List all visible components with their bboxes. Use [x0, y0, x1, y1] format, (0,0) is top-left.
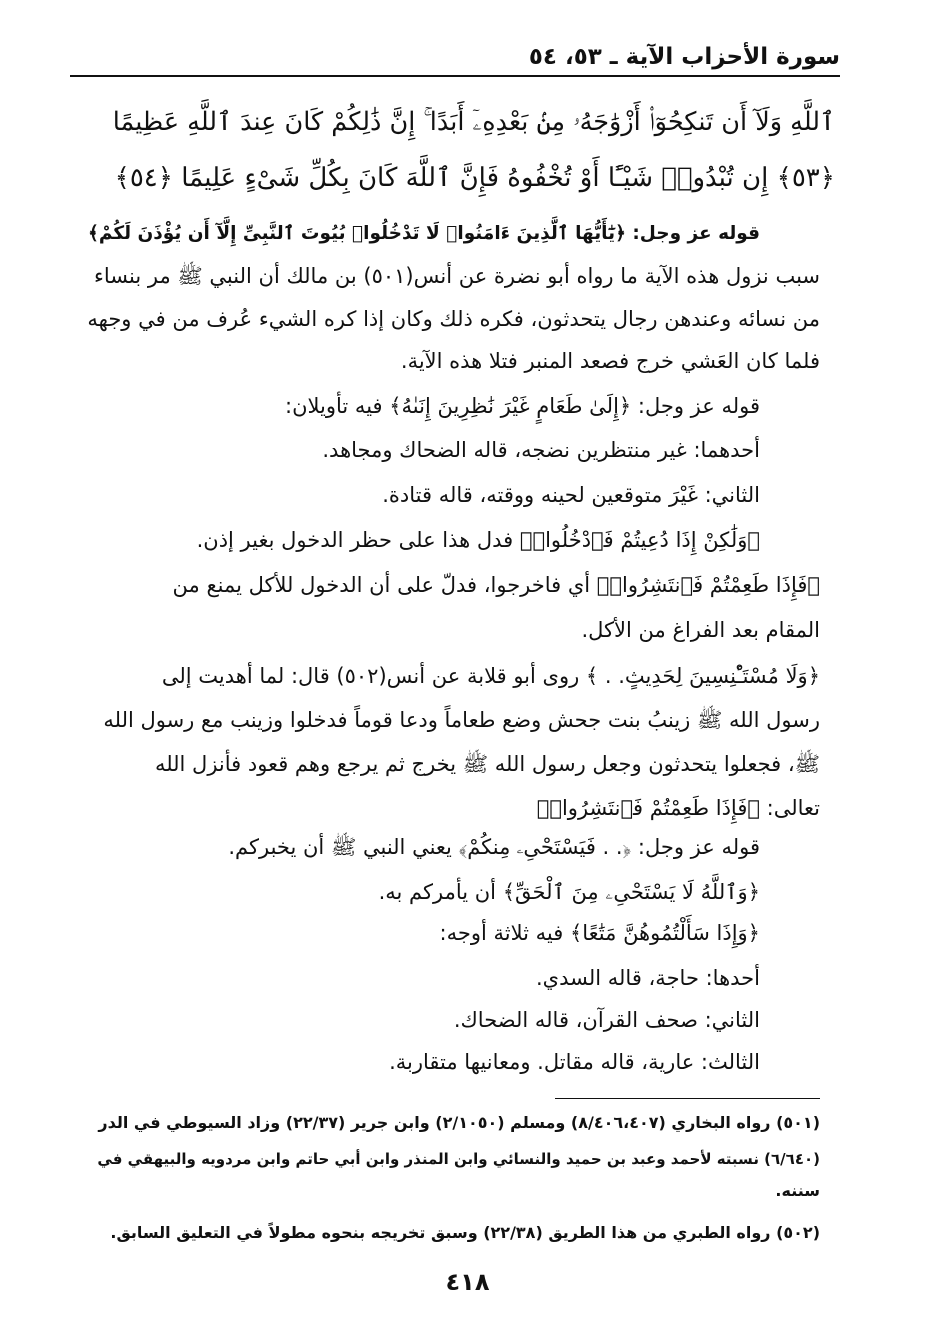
- body-line-6: أحدهما: غير منتظرين نضجه، قاله الضحاك ومجاهد.: [322, 438, 760, 462]
- body-line-16: ﴿وَٱللَّهُ لَا يَسْتَحْىِۦ مِنَ ٱلْحَقِّ﴾ أن يأمركم به.: [378, 880, 760, 904]
- body-line-20: الثالث: عارية، قاله مقاتل. ومعانيها متقاربة.: [389, 1050, 760, 1074]
- body-line-7: الثاني: غَيْرَ متوقعين لحينه ووقته، قاله قتادة.: [382, 483, 760, 507]
- footnote-502: (٥٠٢) رواه الطبري من هذا الطريق (٢٢/٣٨) وسبق تخريجه بنحوه مطولاً في التعليق السابق.: [110, 1223, 820, 1242]
- body-line-19: الثاني: صحف القرآن، قاله الضحاك.: [453, 1008, 760, 1032]
- footnote-501-line-2: (٦/٦٤٠) نسبته لأحمد وعبد بن حميد والنسائي وابن المنذر وابن أبي حاتم وابن مردويه والبيهقي في: [97, 1150, 820, 1168]
- body-line-11: ﴿وَلَا مُسْتَـْٔنِسِينَ لِحَدِيثٍ. . ﴾ روى أبو قلابة عن أنس(٥٠٢) قال: لما أهديت إلى: [161, 664, 820, 688]
- header-rule: [70, 75, 840, 77]
- body-line-12: رسول الله ﷺ زينبُ بنت جحش وضع طعاماً ودعا قوماً فدخلوا وزينب مع رسول الله: [103, 708, 820, 732]
- body-line-1: قوله عز وجل: ﴿يَٰٓأَيُّهَا ٱلَّذِينَ ءَامَنُوا۟ لَا تَدْخُلُوا۟ بُيُوتَ ٱلنَّبِىِّ إِلَّآ أَن يُؤْذَنَ لَكُمْ﴾: [87, 223, 760, 244]
- body-line-15: قوله عز وجل: ﴿. . فَيَسْتَحْىِۦ مِنكُمْ﴾ يعني النبي ﷺ أن يخبركم.: [228, 835, 760, 859]
- body-line-8: ﴿وَلَٰكِنْ إِذَا دُعِيتُمْ فَٱدْخُلُوا۟﴾ فدل هذا على حظر الدخول بغير إذن.: [196, 528, 760, 552]
- running-header: [70, 44, 840, 74]
- body-line-5: قوله عز وجل: ﴿إِلَىٰ طَعَامٍ غَيْرَ نَٰظِرِينَ إِنَىٰهُ﴾ فيه تأويلان:: [285, 394, 760, 418]
- body-line-17: ﴿وَإِذَا سَأَلْتُمُوهُنَّ مَتَٰعًا﴾ فيه ثلاثة أوجه:: [439, 921, 760, 945]
- body-line-9: ﴿فَإِذَا طَعِمْتُمْ فَٱنتَشِرُوا۟﴾ أي فاخرجوا، فدلّ على أن الدخول للأكل يمنع من: [172, 573, 820, 597]
- body-line-13: ﷺ، فجعلوا يتحدثون وجعل رسول الله ﷺ يخرج ثم يرجع وهم قعود فأنزل الله: [154, 752, 820, 776]
- quran-verse-line-2: ﴿٥٣﴾ إِن تُبْدُوا۟ شَيْـًٔا أَوْ تُخْفُوهُ فَإِنَّ ٱللَّهَ كَانَ بِكُلِّ شَىْءٍ عَلِيمًا ﴿٥٤﴾: [114, 163, 835, 193]
- body-line-18: أحدها: حاجة، قاله السدي.: [535, 966, 760, 990]
- quran-verse-line-1: ٱللَّهِ وَلَآ أَن تَنكِحُوٓا۟ أَزْوَٰجَهُۥ مِنۢ بَعْدِهِۦٓ أَبَدًا ۚ إِنَّ ذَٰلِكُمْ كَانَ عِندَ ٱللَّهِ عَظِيمًا: [112, 107, 835, 137]
- page-number: ٤١٨: [445, 1268, 490, 1296]
- footnote-rule: [555, 1098, 820, 1099]
- body-line-4: فلما كان العَشي خرج فصعد المنبر فتلا هذه الآية.: [400, 349, 820, 373]
- body-line-14: تعالى: ﴿فَإِذَا طَعِمْتُمْ فَٱنتَشِرُوا۟﴾: [536, 796, 820, 820]
- surah-heading: سورة الأحزاب الآية ـ ٥٣، ٥٤: [528, 44, 840, 70]
- footnote-501-line-3: سننه.: [775, 1181, 820, 1200]
- body-line-3: من نسائه وعندهن رجال يتحدثون، فكره ذلك وكان إذا كره الشيء عُرف من في وجهه: [87, 307, 820, 331]
- footnote-501-line-1: (٥٠١) رواه البخاري (٨/٤٠٦،٤٠٧) ومسلم (٢/١٠٥٠) وابن جرير (٢٢/٣٧) وزاد السيوطي في الدر: [98, 1113, 820, 1132]
- body-line-2: سبب نزول هذه الآية ما رواه أبو نضرة عن أنس(٥٠١) بن مالك أن النبي ﷺ مر بنساء: [94, 264, 820, 288]
- body-line-10: المقام بعد الفراغ من الأكل.: [581, 618, 820, 642]
